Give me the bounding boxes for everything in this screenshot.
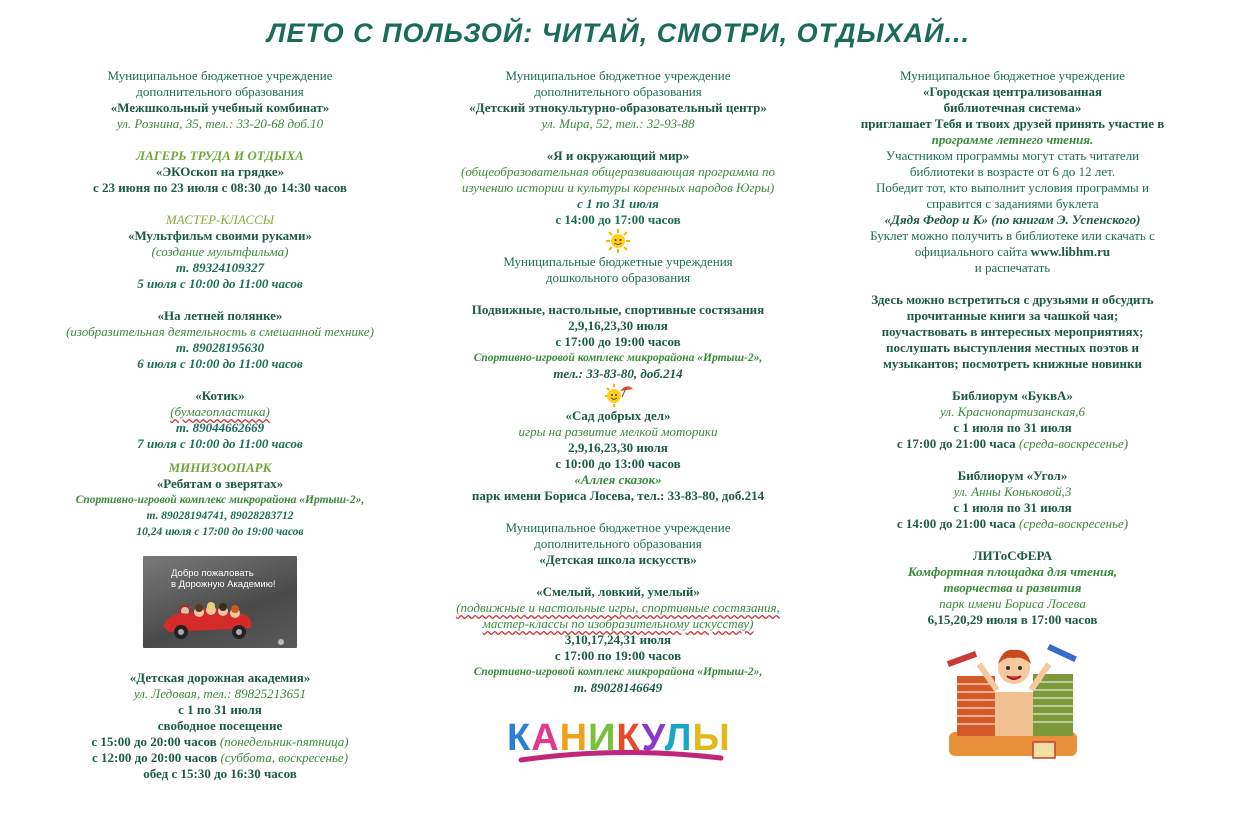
games-phone: тел.: 33-83-80, доб.214	[553, 366, 683, 381]
program-text: Буклет можно получить в библиотеке или скачать с	[870, 228, 1155, 243]
org-name: библиотечная система»	[943, 100, 1082, 115]
games-time: с 17:00 до 19:00 часов	[555, 334, 681, 349]
academy-lunch: обед с 15:30 до 16:30 часов	[143, 766, 297, 781]
library-dates: с 1 июля по 31 июля	[953, 420, 1072, 435]
games-dates: 2,9,16,23,30 июля	[568, 318, 668, 333]
library-days: (среда-воскресенье)	[1018, 436, 1129, 451]
meet-text: музыкантов; посмотреть книжные новинки	[882, 356, 1143, 371]
meet-text: Здесь можно встретиться с друзьями и обсудить	[871, 292, 1154, 307]
litosfera-park: парк имени Бориса Лосева	[939, 596, 1086, 611]
academy-weekend-hours	[40, 750, 400, 766]
master-class-phone: т. 89324109327	[175, 260, 265, 275]
academy-weekend-time: с 12:00 до 20:00 часов	[91, 750, 218, 765]
world-program-time: с 14:00 до 17:00 часов	[555, 212, 681, 227]
camp-heading: ЛАГЕРЬ ТРУДА И ОТДЫХА	[136, 148, 304, 163]
library-address: ул. Анны Коньковой,3	[953, 484, 1072, 499]
site-link[interactable]: www.libhm.ru	[1030, 244, 1111, 259]
games-name: Подвижные, настольные, спортивные состязания	[471, 302, 765, 317]
library-hours	[835, 516, 1190, 532]
litosfera-desc: Комфортная площадка для чтения,	[907, 564, 1118, 579]
meet-text: поучаствовать в интересных мероприятиях;	[881, 324, 1144, 339]
program-text: и распечатать	[974, 260, 1051, 275]
brave-time: с 17:00 по 19:00 часов	[554, 648, 682, 663]
zoo-heading: МИНИЗООПАРК	[168, 460, 272, 475]
meet-text: послушать выступления местных поэтов и	[886, 340, 1139, 355]
camp-dates: с 23 июня по 23 июля с 08:30 до 14:30 часов	[93, 180, 347, 195]
org-address: ул. Мира, 52, тел.: 32-93-88	[541, 116, 695, 131]
banner-text: в Дорожную Академию!	[171, 579, 276, 590]
org-name: «Городская централизованная	[922, 84, 1103, 99]
master-class-time: 6 июля с 10:00 до 11:00 часов	[137, 356, 303, 371]
library-days: (среда-воскресенье)	[1018, 516, 1129, 531]
academy-free-visit: свободное посещение	[157, 718, 283, 733]
column-left	[40, 68, 400, 782]
svg-text:КАНИКУЛЫ: КАНИКУЛЫ	[507, 717, 731, 759]
brave-dates: 3,10,17,24,31 июля	[564, 632, 672, 647]
zoo-phones: т. 89028194741, 89028283712	[146, 510, 294, 522]
org-type-line: Муниципальное бюджетное учреждение	[107, 68, 333, 83]
red-car-icon	[143, 556, 297, 648]
sun-umbrella-icon	[438, 382, 798, 408]
garden-dates: 2,9,16,23,30 июля	[568, 440, 668, 455]
academy-weekday-time: с 15:00 до 20:00 часов	[91, 734, 217, 749]
academy-weekday-hours	[40, 734, 400, 750]
org-name: «Межшкольный учебный комбинат»	[110, 100, 330, 115]
banner-text: Добро пожаловать	[171, 568, 254, 579]
world-program-desc: (общеобразовательная общеразвивающая программа по	[461, 164, 775, 179]
academy-dates: с 1 по 31 июля	[178, 702, 262, 717]
garden-time: с 10:00 до 13:00 часов	[555, 456, 681, 471]
org-address: ул. Рознина, 35, тел.: 33-20-68 доб.10	[116, 116, 324, 131]
master-class-phone: т. 89028195630	[175, 340, 265, 355]
org-type-line: дополнительного образования	[534, 84, 702, 99]
master-class-time: 5 июля с 10:00 до 11:00 часов	[137, 276, 303, 291]
road-academy-banner	[143, 556, 297, 648]
garden-park: парк имени Бориса Лосева, тел.: 33-83-80, доб.214	[471, 488, 765, 503]
booklet-name: «Дядя Федор и К» (по книгам Э. Успенского)	[884, 212, 1141, 227]
zoo-time: 10,24 июля с 17:00 до 19:00 часов	[136, 526, 304, 538]
library-name: Библиорум «БуквА»	[952, 388, 1073, 403]
master-class-desc: (изобразительная деятельность в смешанной технике)	[66, 324, 374, 339]
games-place: Спортивно-игровой комплекс микрорайона «Иртыш-2»,	[473, 352, 763, 364]
master-heading: МАСТЕР-КЛАССЫ	[165, 212, 275, 227]
master-class-desc: (создание мультфильма)	[151, 244, 289, 259]
brave-phone: т. 89028146649	[573, 680, 663, 695]
library-dates: с 1 июля по 31 июля	[953, 500, 1072, 515]
academy-address: ул. Ледовая, тел.: 89825213651	[133, 686, 307, 701]
brave-desc: (подвижные и настольные игры, спортивные состязания,	[456, 600, 780, 615]
preschool-org-line: дошкольного образования	[545, 270, 691, 285]
column-center	[438, 68, 798, 768]
site-prefix: официального сайта	[914, 244, 1028, 259]
camp-name: «ЭКОскоп на грядке»	[155, 164, 285, 179]
litosfera-dates: 6,15,20,29 июля в 17:00 часов	[927, 612, 1098, 627]
world-program-desc: изучению истории и культуры коренных народов Югры)	[461, 180, 775, 195]
zoo-name: «Ребятам о зверятах»	[156, 476, 284, 491]
page-title: ЛЕТО С ПОЛЬЗОЙ: ЧИТАЙ, СМОТРИ, ОТДЫХАЙ...	[266, 18, 971, 48]
master-class-desc: (бумагопластика)	[170, 404, 270, 419]
site-line	[835, 244, 1190, 260]
library-time: с 17:00 до 21:00 часа	[896, 436, 1016, 451]
world-program-name: «Я и окружающий мир»	[546, 148, 690, 163]
master-class-name: «Котик»	[195, 388, 245, 403]
org-type-line: Муниципальное бюджетное учреждение	[505, 68, 731, 83]
master-class-phone: т. 89044662669	[175, 420, 265, 435]
child-with-books-illustration	[835, 634, 1190, 762]
garden-desc: игры на развитие мелкой моторики	[518, 424, 718, 439]
zoo-place: Спортивно-игровой комплекс микрорайона «Иртыш-2»,	[75, 494, 365, 506]
academy-name: «Детская дорожная академия»	[129, 670, 311, 685]
brave-name: «Смелый, ловкий, умелый»	[536, 584, 700, 599]
program-text: Участником программы могут стать читатели	[885, 148, 1140, 163]
brave-desc: мастер-классы по изобразительному искусству)	[482, 616, 754, 631]
program-text: библиотеки в возрасте от 6 до 12 лет.	[909, 164, 1116, 179]
master-class-name: «На летней полянке»	[157, 308, 283, 323]
world-program-dates: с 1 по 31 июля	[577, 196, 659, 211]
program-text: справится с заданиями буклета	[926, 196, 1099, 211]
litosfera-name: ЛИТоСФЕРА	[972, 548, 1053, 563]
garden-name: «Сад добрых дел»	[565, 408, 671, 423]
art-org-line: Муниципальное бюджетное учреждение	[505, 520, 731, 535]
master-class-time: 7 июля с 10:00 до 11:00 часов	[137, 436, 303, 451]
org-type-line: Муниципальное бюджетное учреждение	[900, 68, 1125, 83]
meet-text: прочитанные книги за чашкой чая;	[906, 308, 1119, 323]
column-right	[835, 68, 1190, 762]
org-name: «Детский этнокультурно-образовательный центр»	[469, 100, 767, 115]
library-hours	[835, 436, 1190, 452]
art-school-name: «Детская школа искусств»	[539, 552, 697, 567]
org-type-line: дополнительного образования	[136, 84, 304, 99]
invite-text: приглашает Тебя и твоих друзей принять участие в	[860, 116, 1165, 131]
academy-weekday-note: (понедельник-пятница)	[219, 734, 349, 749]
master-class-name: «Мультфильм своими руками»	[127, 228, 313, 243]
library-name: Библиорум «Угол»	[957, 468, 1068, 483]
academy-weekend-note: (суббота, воскресенье)	[220, 750, 349, 765]
program-name: программе летнего чтения.	[931, 132, 1094, 147]
litosfera-desc: творчества и развития	[943, 580, 1082, 595]
art-org-line: дополнительного образования	[534, 536, 702, 551]
sun-icon	[438, 228, 798, 254]
program-text: Победит тот, кто выполнит условия программы и	[876, 180, 1149, 195]
brave-place: Спортивно-игровой комплекс микрорайона «Иртыш-2»,	[473, 666, 763, 678]
garden-alley: «Аллея сказок»	[574, 472, 662, 487]
kanikuly-logo	[438, 710, 798, 768]
library-address: ул. Краснопартизанская,6	[940, 404, 1085, 419]
library-time: с 14:00 до 21:00 часа	[896, 516, 1016, 531]
preschool-org-line: Муниципальные бюджетные учреждения	[503, 254, 733, 269]
